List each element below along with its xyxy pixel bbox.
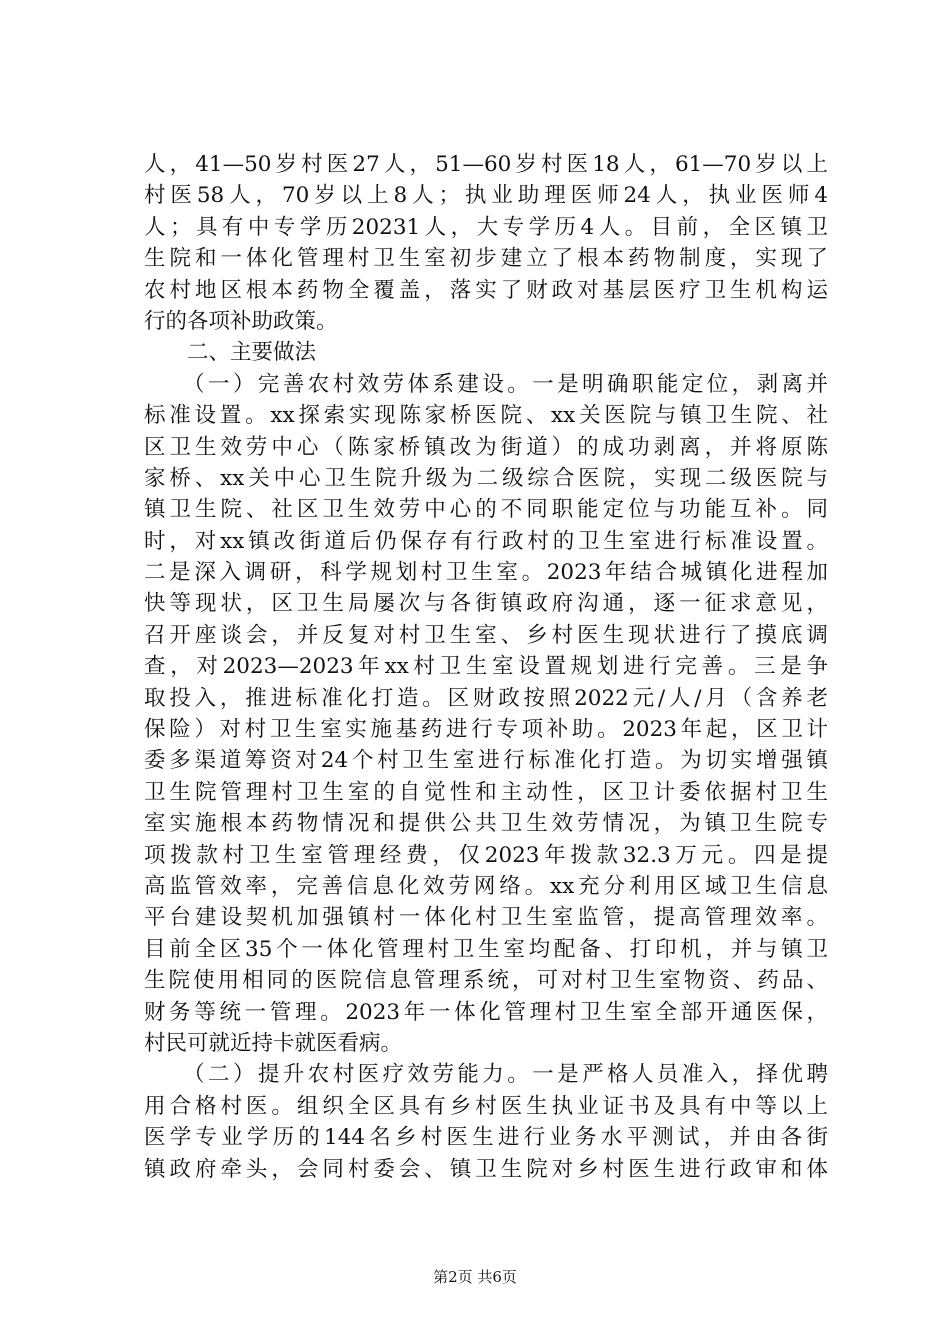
page-footer: 第2页 共6页 bbox=[433, 1268, 517, 1286]
text-line: 目前全区35个一体化管理村卫生室均配备、打印机，并与镇卫 bbox=[144, 936, 828, 962]
text-line: 生院使用相同的医院信息管理系统，可对村卫生室物资、药品、 bbox=[144, 968, 828, 994]
text-line: 用合格村医。组织全区具有乡村医生执业证书及具有中等以上 bbox=[144, 1093, 828, 1119]
text-line: 行的各项补助政策。 bbox=[144, 308, 338, 334]
text-line: 生院和一体化管理村卫生室初步建立了根本药物制度，实现了 bbox=[144, 246, 828, 272]
text-line: 农村地区根本药物全覆盖，落实了财政对基层医疗卫生机构运 bbox=[144, 277, 828, 303]
text-line: 项拨款村卫生室管理经费，仅2023年拨款32.3万元。四是提 bbox=[144, 842, 828, 868]
text-line: 人；具有中专学历20231人，大专学历4人。目前，全区镇卫 bbox=[144, 214, 828, 240]
text-line: 镇政府牵头，会同村委会、镇卫生院对乡村医生进行政审和体 bbox=[144, 1156, 828, 1182]
text-line: 召开座谈会，并反复对村卫生室、乡村医生现状进行了摸底调 bbox=[144, 622, 828, 648]
text-line: 村医58人，70岁以上8人；执业助理医师24人，执业医师4 bbox=[144, 183, 828, 209]
text-line: 查，对2023—2023年xx村卫生室设置规划进行完善。三是争 bbox=[144, 654, 828, 680]
text-line: 镇卫生院、社区卫生效劳中心的不同职能定位与功能互补。同 bbox=[144, 497, 828, 523]
text-line: （二）提升农村医疗效劳能力。一是严格人员准入，择优聘 bbox=[144, 1062, 828, 1088]
text-line: 村民可就近持卡就医看病。 bbox=[144, 1030, 403, 1056]
text-line: （一）完善农村效劳体系建设。一是明确职能定位，剥离并 bbox=[144, 371, 828, 397]
text-line: 家桥、xx关中心卫生院升级为二级综合医院，实现二级医院与 bbox=[144, 465, 828, 491]
text-line: 保险）对村卫生室实施基药进行专项补助。2023年起，区卫计 bbox=[144, 717, 828, 743]
text-line: 标准设置。xx探索实现陈家桥医院、xx关医院与镇卫生院、社 bbox=[144, 403, 828, 429]
text-line: 室实施根本药物情况和提供公共卫生效劳情况，为镇卫生院专 bbox=[144, 811, 828, 837]
text-line: 二是深入调研，科学规划村卫生室。2023年结合城镇化进程加 bbox=[144, 560, 828, 586]
text-line: 平台建设契机加强镇村一体化村卫生室监管，提高管理效率。 bbox=[144, 905, 828, 931]
text-line: 高监管效率，完善信息化效劳网络。xx充分利用区域卫生信息 bbox=[144, 873, 828, 899]
text-line: 区卫生效劳中心（陈家桥镇改为街道）的成功剥离，并将原陈 bbox=[144, 434, 828, 460]
text-line: 二、主要做法 bbox=[144, 340, 317, 366]
text-line: 卫生院管理村卫生室的自觉性和主动性，区卫计委依据村卫生 bbox=[144, 779, 828, 805]
text-line: 医学专业学历的144名乡村医生进行业务水平测试，并由各街 bbox=[144, 1125, 828, 1151]
text-line: 时，对xx镇改街道后仍保存有行政村的卫生室进行标准设置。 bbox=[144, 528, 828, 554]
text-line: 委多渠道筹资对24个村卫生室进行标准化打造。为切实增强镇 bbox=[144, 748, 828, 774]
document-body bbox=[144, 149, 828, 1185]
text-line: 人，41—50岁村医27人，51—60岁村医18人，61—70岁以上 bbox=[144, 152, 828, 177]
text-line: 取投入，推进标准化打造。区财政按照2022元/人/月（含养老 bbox=[144, 685, 828, 711]
text-line: 快等现状，区卫生局屡次与各街镇政府沟通，逐一征求意见， bbox=[144, 591, 828, 617]
text-line: 财务等统一管理。2023年一体化管理村卫生室全部开通医保， bbox=[144, 999, 828, 1025]
